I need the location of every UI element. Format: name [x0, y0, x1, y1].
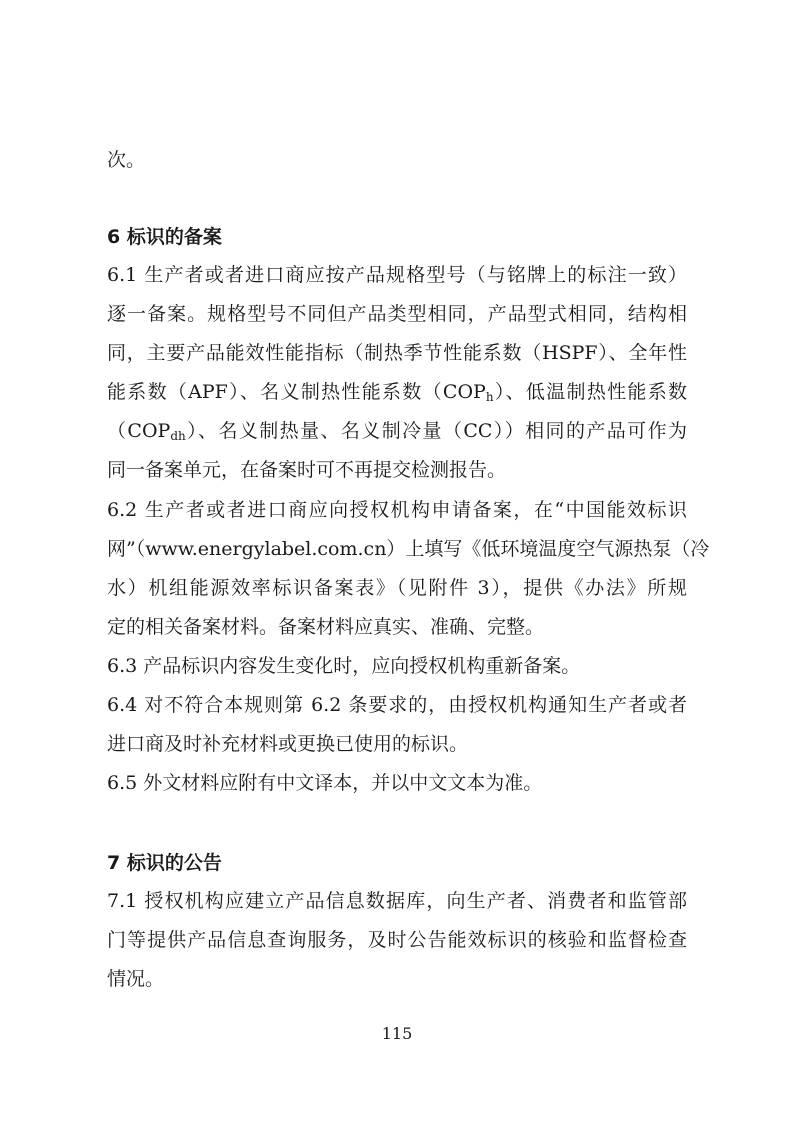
body-line: 进口商及时补充材料或更换已使用的标识。 [107, 733, 469, 755]
body-line [107, 418, 687, 444]
body-line [107, 379, 687, 405]
body-line: 6.5 外文材料应附有中文译本，并以中文文本为准。 [107, 772, 543, 794]
subscript: dh [170, 429, 186, 443]
body-line: 门等提供产品信息查询服务，及时公告能效标识的核验和监督检查 [107, 929, 687, 951]
body-line: 同，主要产品能效性能指标（制热季节性能系数（HSPF）、全年性 [107, 342, 687, 364]
text-segment: 能系数（APF）、名义制热性能系数（COP [107, 381, 486, 403]
body-line: 同一备案单元，在备案时可不再提交检测报告。 [107, 459, 507, 481]
body-line: 次。 [107, 149, 146, 171]
body-line: 6.4 对不符合本规则第 6.2 条要求的，由授权机构通知生产者或者 [107, 694, 687, 716]
section-heading-6: 6 标识的备案 [107, 226, 222, 248]
text-segment: （COP [107, 420, 171, 442]
body-line: 定的相关备案材料。备案材料应真实、准确、完整。 [107, 616, 545, 638]
body-line: 6.1 生产者或者进口商应按产品规格型号（与铭牌上的标注一致） [107, 264, 687, 286]
section-heading-7: 7 标识的公告 [107, 852, 222, 874]
body-line: 水）机组能源效率标识备案表》（见附件 3），提供《办法》所规 [107, 577, 687, 599]
subscript: h [485, 390, 494, 404]
body-line: 情况。 [107, 968, 165, 990]
page-number: 115 [381, 1024, 413, 1043]
body-line: 逐一备案。规格型号不同但产品类型相同，产品型式相同，结构相 [107, 303, 687, 325]
text-segment: ）、低温制热性能系数 [493, 381, 687, 403]
body-line: 6.3 产品标识内容发生变化时，应向授权机构重新备案。 [107, 655, 581, 677]
body-line: 6.2 生产者或者进口商应向授权机构申请备案，在“中国能效标识 [107, 499, 687, 521]
body-line: 7.1 授权机构应建立产品信息数据库，向生产者、消费者和监管部 [107, 890, 687, 912]
text-segment: ）、名义制热量、名义制冷量（CC））相同的产品可作为 [185, 420, 687, 442]
body-line: 网”（www.energylabel.com.cn）上填写《低环境温度空气源热泵（冷 [107, 538, 710, 560]
